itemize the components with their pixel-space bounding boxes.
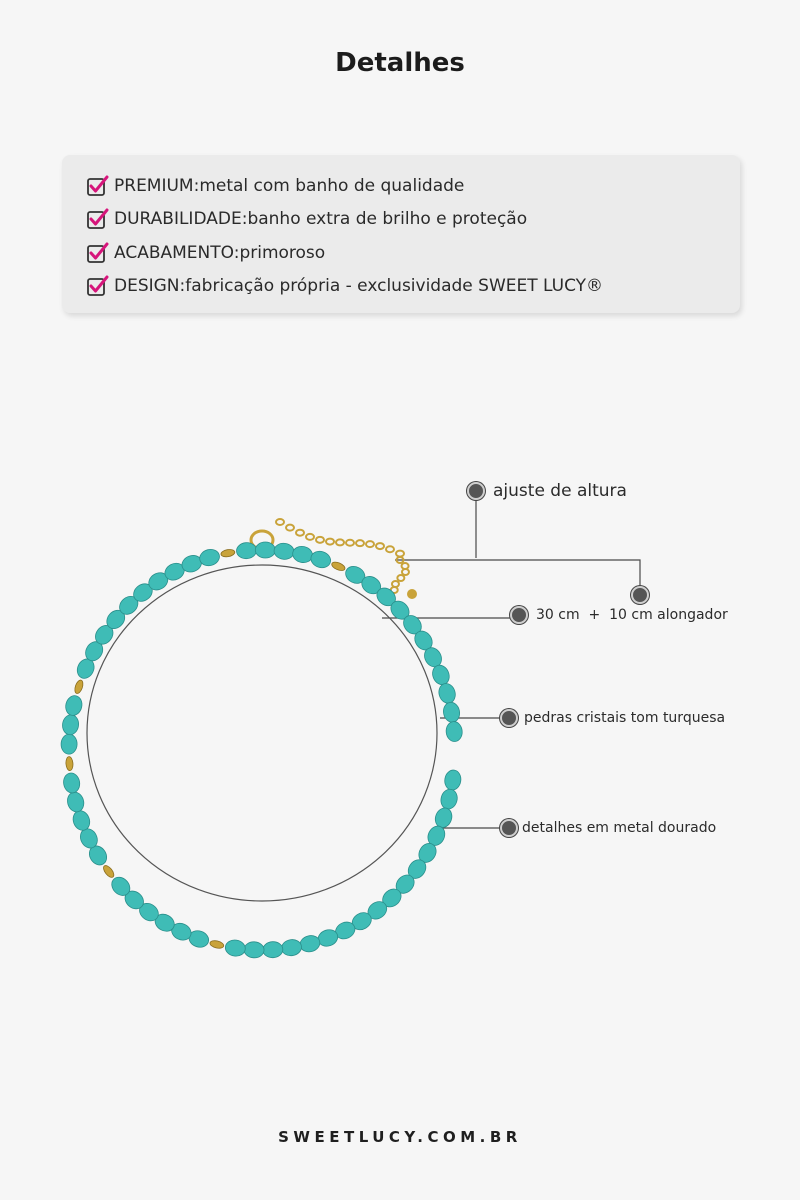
turquoise-bead — [298, 934, 321, 954]
callout-stones-label: pedras cristais tom turquesa — [524, 710, 726, 726]
turquoise-bead — [224, 939, 246, 958]
turquoise-bead — [262, 941, 283, 958]
turquoise-bead — [65, 790, 86, 814]
chain-link — [336, 539, 344, 545]
feature-key: DESIGN: — [114, 276, 186, 297]
turquoise-bead — [244, 941, 265, 958]
turquoise-bead — [61, 734, 78, 754]
chain-link — [286, 525, 294, 531]
turquoise-bead — [280, 938, 302, 957]
page-title: Detalhes — [335, 48, 465, 78]
callout-height-adjust — [467, 481, 627, 501]
gold-spacer-bead — [65, 756, 73, 770]
chain-link — [386, 546, 394, 552]
turquoise-bead — [443, 769, 462, 791]
feature-key: ACABAMENTO: — [114, 242, 240, 263]
turquoise-bead — [309, 549, 333, 570]
feature-text: primoroso — [239, 242, 326, 263]
turquoise-bead — [255, 542, 275, 558]
chain-link — [392, 581, 399, 587]
chain-link — [326, 539, 334, 545]
chain-link — [366, 541, 374, 547]
turquoise-bead — [62, 772, 81, 794]
chain-link — [346, 540, 354, 546]
chain-link — [296, 530, 304, 536]
callout-metal-label: detalhes em metal dourado — [522, 820, 717, 836]
callout-dot-icon — [467, 482, 485, 500]
feature-key: PREMIUM: — [114, 175, 200, 196]
callout-stones — [500, 709, 725, 727]
callout-metal — [500, 819, 716, 837]
callout-leader-lines — [382, 500, 640, 828]
turquoise-bead — [64, 694, 84, 717]
chain-link — [376, 543, 384, 549]
turquoise-bead — [437, 681, 458, 705]
turquoise-bead — [442, 701, 462, 724]
feature-key: DURABILIDADE: — [114, 209, 248, 230]
feature-text: banho extra de brilho e proteção — [247, 209, 528, 230]
gold-spacer-bead — [209, 939, 224, 949]
chain-link — [397, 575, 404, 581]
callout-dot-icon — [500, 709, 518, 727]
callout-length — [510, 606, 728, 624]
turquoise-bead — [61, 714, 79, 736]
chain-link — [316, 537, 324, 543]
callout-dot-icon — [510, 606, 528, 624]
feature-text: metal com banho de qualidade — [199, 175, 465, 196]
chain-link — [396, 551, 404, 557]
chain-link — [306, 534, 314, 540]
chain-link — [356, 540, 364, 546]
necklace-cord — [87, 565, 437, 901]
gold-spacer-bead — [102, 864, 116, 879]
turquoise-bead — [439, 787, 460, 810]
chain-end-drop — [407, 589, 417, 599]
callout-height-label: ajuste de altura — [493, 481, 627, 501]
callout-dot-icon — [631, 586, 649, 604]
gold-spacer-bead — [220, 549, 235, 558]
chain-link — [402, 569, 409, 575]
gold-spacer-bead — [73, 679, 84, 695]
turquoise-bead — [291, 545, 314, 565]
bead-strand — [61, 542, 463, 958]
callout-length-label: 30 cm + 10 cm alongador — [536, 607, 728, 623]
gold-spacer-bead — [331, 560, 347, 572]
chain-link — [276, 519, 284, 525]
turquoise-bead — [273, 542, 295, 560]
extender-chain — [251, 519, 417, 599]
feature-text: fabricação própria - exclusividade SWEET LUCY® — [185, 276, 604, 297]
footer-website: SWEETLUCY.COM.BR — [278, 1128, 522, 1146]
callout-dot-icon — [500, 819, 518, 837]
turquoise-bead — [445, 721, 463, 742]
